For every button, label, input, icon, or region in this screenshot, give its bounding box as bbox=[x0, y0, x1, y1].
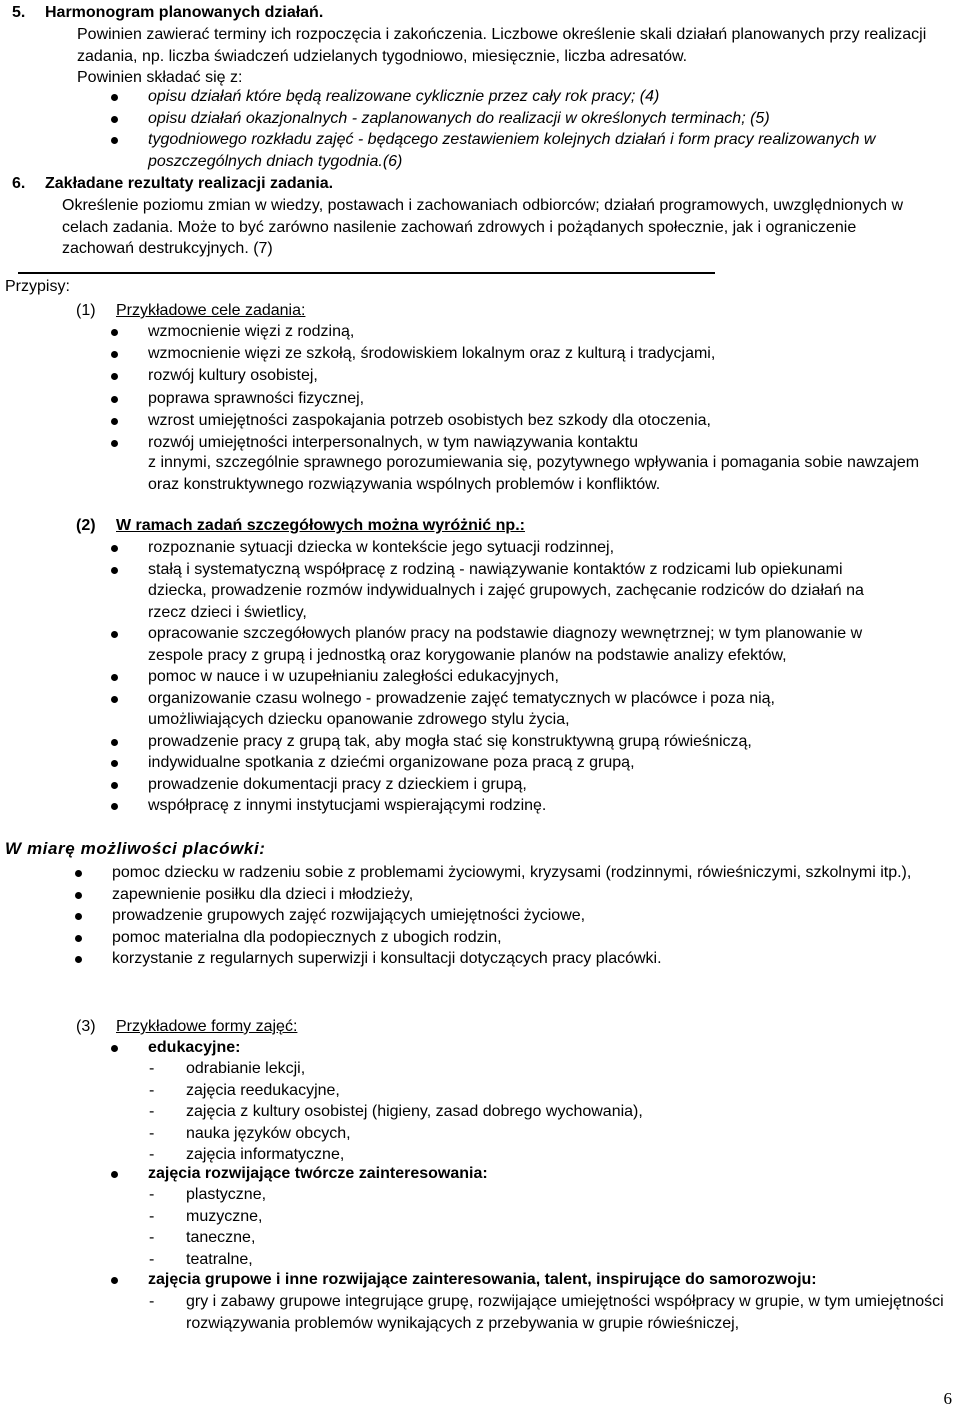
list-item: zapewnienie posiłku dla dzieci i młodzieży, bbox=[112, 884, 912, 906]
list-item: - gry i zabawy grupowe integrujące grupę, rozwijające umiejętności współpracy w grupie, w tym umiejętności rozwiązywania problemów wynikających z przebywania w grupie rówieśniczej, bbox=[149, 1293, 944, 1332]
w-miare-list bbox=[112, 862, 912, 970]
bullet-icon bbox=[111, 696, 118, 703]
section-title: Harmonogram planowanych działań. bbox=[45, 4, 324, 21]
list-item: opisu działań które będą realizowane cyklicznie przez cały rok pracy; (4) bbox=[148, 86, 938, 108]
list-item: pomoc dziecku w radzeniu sobie z problemami życiowymi, kryzysami (rodzinnymi, rówieśniczymi, szkolnymi itp.), bbox=[112, 862, 912, 884]
footnote-separator bbox=[18, 272, 715, 274]
bullet-icon bbox=[111, 1171, 118, 1178]
bullet-icon bbox=[111, 329, 118, 336]
bullet-icon bbox=[75, 935, 82, 942]
list-item: - zajęcia informatyczne, bbox=[149, 1146, 345, 1163]
bullet-icon bbox=[111, 803, 118, 810]
footnote-2-list bbox=[148, 537, 878, 817]
footnote-1-heading: (1) Przykładowe cele zadania: bbox=[76, 302, 306, 319]
w-miare-heading: W miarę możliwości placówki: bbox=[5, 839, 266, 858]
bullet-icon bbox=[111, 116, 118, 123]
list-item: prowadzenie grupowych zajęć rozwijających umiejętności życiowe, bbox=[112, 905, 912, 927]
list-item: prowadzenie dokumentacji pracy z dzieckiem i grupą, bbox=[148, 774, 878, 796]
list-item: pomoc w nauce i w uzupełnianiu zaległości edukacyjnych, bbox=[148, 666, 878, 688]
list-item: indywidualne spotkania z dziećmi organizowane poza pracą z grupą, bbox=[148, 752, 878, 774]
list-item: organizowanie czasu wolnego - prowadzenie zajęć tematycznych w placówce i poza nią, umożliwiających dziecku opanowanie zdrowego stylu życia, bbox=[148, 688, 878, 731]
bullet-icon bbox=[75, 956, 82, 963]
bullet-icon bbox=[111, 440, 118, 447]
list-item: - taneczne, bbox=[149, 1229, 256, 1246]
bullet-icon bbox=[111, 1045, 118, 1052]
list-item: - teatralne, bbox=[149, 1250, 253, 1268]
list-item: - zajęcia z kultury osobistej (higieny, zasad dobrego wychowania), bbox=[149, 1103, 643, 1120]
footnote-1-list bbox=[148, 321, 948, 454]
list-item: - zajęcia reedukacyjne, bbox=[149, 1081, 340, 1099]
form-group-items bbox=[149, 1184, 266, 1270]
section-5-list bbox=[148, 86, 938, 172]
footnote-2-heading: (2) W ramach zadań szczegółowych można wyróżnić np.: bbox=[76, 517, 525, 534]
list-item: tygodniowego rozkładu zajęć - będącego zestawieniem kolejnych działań i form pracy realizowanych w poszczególnych dniach tygodnia.(6) bbox=[148, 129, 938, 172]
bullet-icon bbox=[111, 396, 118, 403]
bullet-icon bbox=[111, 674, 118, 681]
form-group-label: zajęcia grupowe i inne rozwijające zainteresowania, talent, inspirujące do samorozwoju: bbox=[148, 1269, 817, 1291]
footnote-3-heading: (3) Przykładowe formy zajęć: bbox=[76, 1018, 298, 1035]
list-item: pomoc materialna dla podopiecznych z ubogich rodzin, bbox=[112, 927, 912, 949]
bullet-icon bbox=[111, 351, 118, 358]
list-item: - nauka języków obcych, bbox=[149, 1124, 351, 1142]
bullet-icon bbox=[75, 913, 82, 920]
bullet-icon bbox=[75, 892, 82, 899]
list-item: rozwój kultury osobistej, bbox=[148, 365, 948, 387]
bullet-icon bbox=[111, 739, 118, 746]
section-6-paragraph: Określenie poziomu zmian w wiedzy, postawach i zachowaniach odbiorców; działań programowych, uwzględnionych w celach zadania. Może to być zarówno nasilenie zachowań zdrowych i pożądanych społecznie, jak i ograniczenie zachowań destrukcyjnych. (7) bbox=[62, 197, 903, 257]
form-group-items bbox=[149, 1291, 949, 1334]
list-item: rozpoznanie sytuacji dziecka w kontekście jego sytuacji rodzinnej, bbox=[148, 537, 878, 559]
bullet-icon bbox=[111, 1277, 118, 1284]
list-item: poprawa sprawności fizycznej, bbox=[148, 388, 948, 410]
section-5-heading bbox=[12, 2, 323, 24]
list-item: - odrabianie lekcji, bbox=[149, 1060, 306, 1077]
list-item: - muzyczne, bbox=[149, 1207, 263, 1225]
list-item: wzrost umiejętności zaspokajania potrzeb osobistych bez szkody dla otoczenia, bbox=[148, 410, 948, 432]
section-5-intro: Powinien składać się z: bbox=[77, 69, 243, 86]
bullet-icon bbox=[111, 782, 118, 789]
list-item: korzystanie z regularnych superwizji i konsultacji dotyczących pracy placówki. bbox=[112, 948, 912, 970]
list-item: opracowanie szczegółowych planów pracy na podstawie diagnozy wewnętrznej; w tym planowanie w zespole pracy z grupą i jednostką oraz korygowanie planów na podstawie analizy efektów, bbox=[148, 623, 878, 666]
bullet-icon bbox=[111, 373, 118, 380]
bullet-icon bbox=[111, 631, 118, 638]
section-5-paragraph: Powinien zawierać terminy ich rozpoczęcia i zakończenia. Liczbowe określenie skali działań planowanych przy realizacji zadania, np. liczba świadczeń udzielanych tygodniowo, miesięcznie, liczba adresatów. bbox=[77, 26, 927, 65]
page-number: 6 bbox=[943, 1389, 952, 1408]
list-item: - plastyczne, bbox=[149, 1186, 267, 1203]
list-item: stałą i systematyczną współpracę z rodziną - nawiązywanie kontaktów z rodzicami lub opiekunami dziecka, prowadzenie rozmów indywidualnych i zajęć grupowych, zachęcanie rodziców do działań na rzecz dzieci i świetlicy, bbox=[148, 559, 878, 624]
bullet-icon bbox=[111, 545, 118, 552]
bullet-icon bbox=[111, 567, 118, 574]
footnotes-label: Przypisy: bbox=[5, 278, 70, 295]
bullet-icon bbox=[111, 760, 118, 767]
form-group-label: edukacyjne: bbox=[148, 1037, 240, 1059]
section-6-heading bbox=[12, 173, 333, 195]
bullet-icon bbox=[75, 870, 82, 877]
bullet-icon bbox=[111, 418, 118, 425]
footnote-1-continuation: z innymi, szczególnie sprawnego porozumiewania się, pozytywnego wpływania i pomagania sobie nawzajem oraz konstruktywnego rozwiązywania wspólnych problemów i konfliktów. bbox=[148, 454, 920, 493]
list-item: rozwój umiejętności interpersonalnych, w tym nawiązywania kontaktu bbox=[148, 432, 948, 454]
form-group-label: zajęcia rozwijające twórcze zainteresowania: bbox=[148, 1163, 488, 1185]
form-group-items bbox=[149, 1058, 643, 1166]
list-item: opisu działań okazjonalnych - zaplanowanych do realizacji w określonych terminach; (5) bbox=[148, 108, 938, 130]
list-item: współpracę z innymi instytucjami wspierającymi rodzinę. bbox=[148, 795, 878, 817]
section-title: Zakładane rezultaty realizacji zadania. bbox=[45, 175, 334, 192]
list-item: wzmocnienie więzi ze szkołą, środowiskiem lokalnym oraz z kulturą i tradycjami, bbox=[148, 343, 948, 365]
list-item: prowadzenie pracy z grupą tak, aby mogła stać się konstruktywną grupą rówieśniczą, bbox=[148, 731, 878, 753]
bullet-icon bbox=[111, 137, 118, 144]
section-number: 6. bbox=[12, 175, 26, 192]
section-number: 5. bbox=[12, 4, 26, 21]
list-item: wzmocnienie więzi z rodziną, bbox=[148, 321, 948, 343]
bullet-icon bbox=[111, 94, 118, 101]
